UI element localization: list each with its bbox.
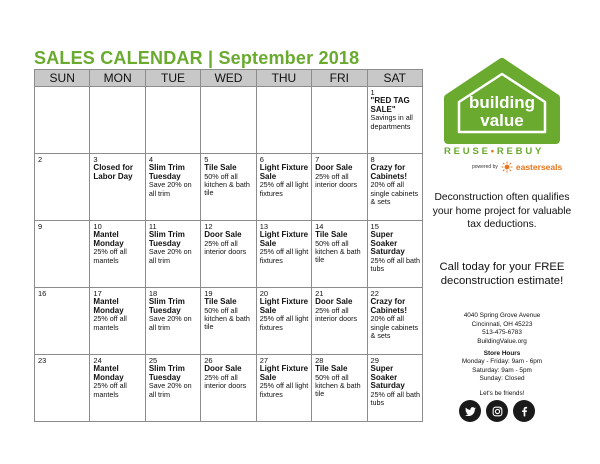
- day-number: 11: [148, 222, 157, 231]
- day-number: 7: [315, 155, 320, 164]
- day-number: 1: [370, 88, 375, 97]
- hours-saturday: Saturday: 9am - 5pm: [472, 366, 532, 374]
- estimate-callout: Call today for your FREE deconstruction estimate!: [439, 261, 565, 287]
- sale-name: Slim Trim Tuesday: [148, 163, 185, 181]
- day-number: 28: [315, 356, 324, 365]
- sale-name: Light Fixture Sale: [259, 364, 309, 382]
- day-number: 25: [148, 356, 158, 365]
- sale-description: 25% off all light fixtures: [259, 247, 309, 265]
- sale-name: Super Soaker Saturday: [370, 364, 405, 391]
- sale-description: 25% off all mantels: [93, 381, 127, 399]
- day-number: 14: [315, 222, 324, 231]
- sale-description: 25% off all interior doors: [315, 305, 358, 323]
- weekday-header-fri: FRI: [312, 70, 367, 87]
- hours-sunday: Sunday: Closed: [479, 375, 525, 383]
- calendar-day-cell: [35, 221, 90, 288]
- day-number: 2: [38, 155, 43, 164]
- sale-description: 50% off all kitchen & bath tile: [315, 372, 361, 399]
- calendar-day-cell: [256, 87, 311, 154]
- calendar-day-cell: [90, 355, 145, 422]
- easterseals-sun-icon: [501, 161, 513, 173]
- sale-name: Closed for Labor Day: [93, 163, 133, 181]
- sale-name: Slim Trim Tuesday: [148, 364, 185, 382]
- day-number: 9: [38, 222, 43, 231]
- social-prompt: Let's be friends!: [479, 390, 525, 397]
- sale-description: 25% off all mantels: [93, 314, 127, 332]
- sale-description: Savings in all departments: [370, 113, 413, 131]
- weekday-header-wed: WED: [201, 70, 256, 87]
- day-number: 17: [93, 289, 102, 298]
- sale-name: Door Sale: [315, 163, 353, 173]
- store-hours-heading: Store Hours: [483, 350, 521, 357]
- day-number: 10: [93, 222, 102, 231]
- calendar-day-cell: [145, 355, 200, 422]
- sale-name: Tile Sale: [315, 230, 348, 240]
- calendar-day-cell: [35, 87, 90, 154]
- calendar-day-cell: [90, 221, 145, 288]
- sale-name: Light Fixture Sale: [259, 163, 309, 181]
- sale-description: Save 20% on all trim: [148, 180, 192, 198]
- instagram-icon[interactable]: [486, 400, 508, 422]
- address-city: Cincinnati, OH 45223: [471, 320, 533, 328]
- calendar-week-row: [35, 154, 423, 221]
- calendar-day-cell: [312, 154, 367, 221]
- day-number: 27: [259, 356, 269, 365]
- weekday-header-sun: SUN: [35, 70, 90, 87]
- page-title: SALES CALENDAR | September 2018: [34, 48, 360, 68]
- sale-description: 25% off all bath tubs: [370, 389, 420, 408]
- sale-name: Mantel Monday: [93, 297, 124, 315]
- calendar-day-cell: [145, 221, 200, 288]
- sale-name: Mantel Monday: [93, 364, 124, 382]
- hours-weekday: Monday - Friday: 9am - 6pm: [461, 358, 543, 366]
- sale-name: Tile Sale: [204, 163, 237, 173]
- sale-name: Crazy for Cabinets!: [370, 163, 407, 181]
- day-number: 29: [370, 356, 379, 365]
- facebook-icon[interactable]: [513, 400, 535, 422]
- calendar-day-cell: [201, 87, 256, 154]
- day-number: 26: [204, 356, 213, 365]
- sale-name: Slim Trim Tuesday: [148, 297, 185, 315]
- sale-name: Door Sale: [204, 364, 242, 374]
- calendar-week-row: [35, 87, 423, 154]
- phone-number: 513-475-6783: [482, 329, 522, 337]
- sale-description: 25% off all light fixtures: [259, 381, 309, 399]
- sale-description: 25% off all bath tubs: [370, 255, 420, 274]
- sale-name: Super Soaker Saturday: [370, 230, 405, 257]
- day-number: 3: [93, 155, 98, 164]
- sale-name: Light Fixture Sale: [259, 297, 309, 315]
- sales-calendar: [34, 69, 423, 422]
- calendar-day-cell: [256, 154, 311, 221]
- calendar-day-cell: [256, 288, 311, 355]
- weekday-header-sat: SAT: [367, 70, 422, 87]
- powered-by-label: powered by: [472, 164, 498, 170]
- sale-description: 20% off all single cabinets & sets: [370, 314, 419, 340]
- weekday-header-row: [35, 70, 423, 87]
- calendar-day-cell: [201, 288, 256, 355]
- weekday-header-thu: THU: [256, 70, 311, 87]
- tagline-reuse: REUSE: [444, 146, 491, 157]
- calendar-day-cell: [312, 221, 367, 288]
- day-number: 5: [204, 155, 209, 164]
- calendar-day-cell: [35, 355, 90, 422]
- calendar-day-cell: [367, 355, 422, 422]
- logo-word-building: building: [468, 93, 536, 112]
- calendar-day-cell: [367, 221, 422, 288]
- sale-description: 25% off all light fixtures: [259, 314, 309, 332]
- sale-name: Crazy for Cabinets!: [370, 297, 407, 315]
- calendar-day-cell: [35, 154, 90, 221]
- day-number: 13: [259, 222, 269, 231]
- sale-description: 25% off all interior doors: [315, 171, 358, 189]
- tagline-separator: •: [490, 146, 497, 157]
- calendar-day-cell: [35, 288, 90, 355]
- sale-description: 50% off all kitchen & bath tile: [204, 305, 250, 332]
- calendar-day-cell: [367, 288, 422, 355]
- calendar-day-cell: [367, 154, 422, 221]
- sale-name: Light Fixture Sale: [259, 230, 309, 248]
- calendar-day-cell: [201, 154, 256, 221]
- day-number: 6: [259, 155, 264, 164]
- calendar-week-row: [35, 288, 423, 355]
- sale-description: 25% off all light fixtures: [259, 180, 309, 198]
- calendar-day-cell: [312, 288, 367, 355]
- sale-name: "RED TAG SALE": [370, 96, 410, 114]
- day-number: 8: [370, 155, 375, 164]
- building-value-logo: [440, 56, 564, 146]
- address-street: 4040 Spring Grove Avenue: [463, 312, 541, 319]
- calendar-day-cell: [145, 154, 200, 221]
- logo-word-value: value: [480, 111, 524, 130]
- contact-address: [432, 312, 572, 346]
- day-number: 18: [148, 289, 158, 298]
- day-number: 23: [38, 356, 47, 365]
- calendar-day-cell: [90, 288, 145, 355]
- sale-description: Save 20% on all trim: [148, 314, 192, 332]
- calendar-week-row: [35, 221, 423, 288]
- sale-description: 25% off all mantels: [93, 247, 127, 265]
- calendar-week-row: [35, 355, 423, 422]
- day-number: 24: [93, 356, 102, 365]
- sale-description: 25% off all interior doors: [204, 238, 247, 256]
- twitter-icon[interactable]: [459, 400, 481, 422]
- calendar-day-cell: [201, 221, 256, 288]
- day-number: 4: [148, 155, 154, 164]
- day-number: 19: [204, 289, 213, 298]
- calendar-day-cell: [312, 87, 367, 154]
- calendar-day-cell: [367, 87, 422, 154]
- calendar-day-cell: [90, 154, 145, 221]
- day-number: 22: [370, 289, 379, 298]
- calendar-day-cell: [256, 221, 311, 288]
- logo-tagline: [444, 146, 564, 157]
- calendar-body: [35, 87, 423, 422]
- weekday-header-tue: TUE: [145, 70, 200, 87]
- calendar-day-cell: [145, 288, 200, 355]
- store-hours: [432, 350, 572, 384]
- weekday-header-mon: MON: [90, 70, 145, 87]
- day-number: 21: [315, 289, 324, 298]
- calendar-day-cell: [145, 87, 200, 154]
- sale-name: Door Sale: [315, 297, 353, 307]
- sale-description: 20% off all single cabinets & sets: [370, 180, 419, 206]
- sale-name: Mantel Monday: [93, 230, 124, 248]
- day-number: 20: [259, 289, 269, 298]
- sale-name: Tile Sale: [315, 364, 348, 374]
- deconstruction-pitch: Deconstruction often qualifies your home project for valuable tax deductions.: [432, 192, 572, 230]
- sale-description: 25% off all interior doors: [204, 372, 247, 390]
- calendar-day-cell: [201, 355, 256, 422]
- day-number: 15: [370, 222, 379, 231]
- tagline-rebuy: REBUY: [496, 146, 545, 157]
- sale-name: Slim Trim Tuesday: [148, 230, 185, 248]
- sale-name: Door Sale: [204, 230, 242, 240]
- calendar-day-cell: [312, 355, 367, 422]
- sale-description: 50% off all kitchen & bath tile: [204, 171, 250, 198]
- easterseals-wordmark: easterseals: [515, 162, 563, 172]
- calendar-day-cell: [256, 355, 311, 422]
- sale-description: Save 20% on all trim: [148, 247, 192, 265]
- day-number: 16: [38, 289, 47, 298]
- website-url: BuildingValue.org: [477, 337, 527, 345]
- calendar-day-cell: [90, 87, 145, 154]
- sale-description: 50% off all kitchen & bath tile: [315, 238, 361, 265]
- day-number: 12: [204, 222, 213, 231]
- sale-description: Save 20% on all trim: [148, 381, 192, 399]
- powered-by-badge: [472, 160, 562, 174]
- social-links: [459, 400, 535, 422]
- sale-name: Tile Sale: [204, 297, 237, 307]
